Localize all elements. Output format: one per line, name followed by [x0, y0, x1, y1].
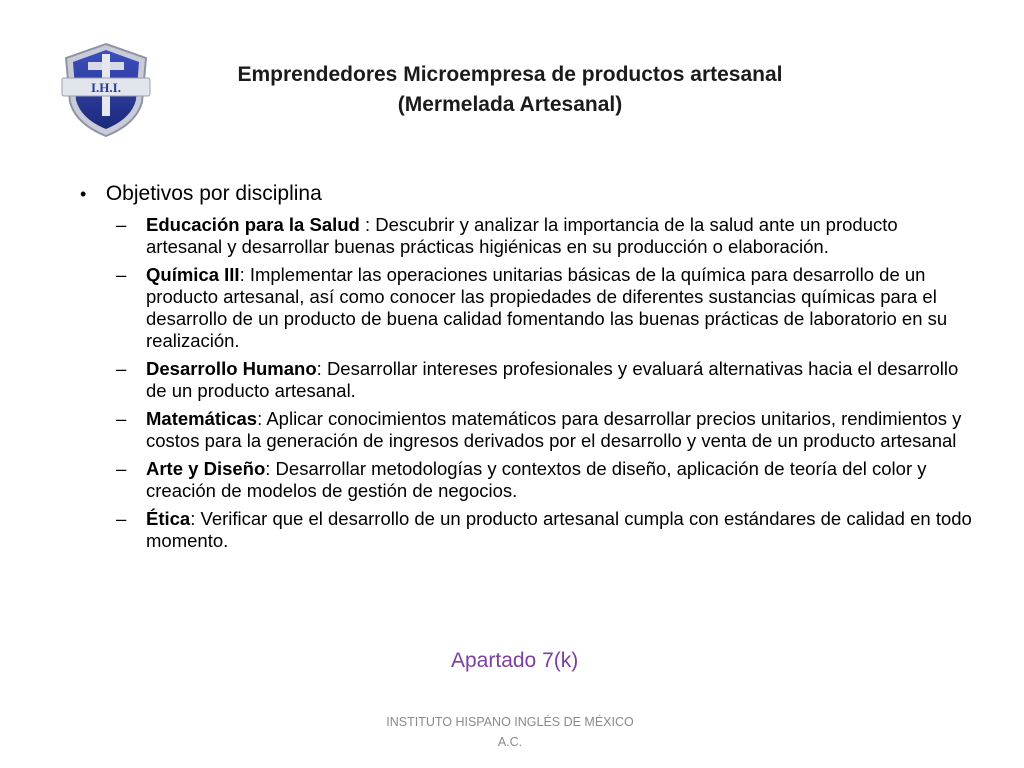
list-item — [116, 358, 976, 402]
item-text: Implementar las operaciones unitarias básicas de la química para desarrollo de un producto artesanal, así como conocer las propiedades de diferentes sustancias químicas para el desarrollo de un producto de buena calidad fomentando las buenas prácticas de laboratorio en su realización. — [146, 264, 948, 351]
item-separator: : — [257, 408, 267, 429]
section-reference: Apartado 7(k) — [451, 649, 579, 672]
dash-icon: – — [116, 508, 127, 529]
list-item — [116, 408, 976, 452]
item-label: Educación para la Salud — [146, 214, 360, 235]
item-label: Arte y Diseño — [146, 458, 266, 479]
footer-line-1: INSTITUTO HISPANO INGLÉS DE MÉXICO — [386, 715, 634, 729]
item-separator: : — [190, 508, 201, 529]
discipline-list — [116, 214, 976, 558]
dash-icon: – — [116, 408, 127, 429]
item-text: Desarrollar intereses profesionales y evaluará alternativas hacia el desarrollo de un producto artesanal. — [146, 358, 959, 401]
shield-logo-icon — [58, 40, 154, 140]
list-item — [116, 508, 976, 552]
bullet-dot-icon: • — [80, 184, 87, 204]
item-separator: : — [359, 214, 376, 235]
dash-icon: – — [116, 458, 127, 479]
title-line-1: Emprendedores Microempresa de productos artesanal — [237, 63, 783, 86]
main-bullet-label: Objetivos por disciplina — [105, 182, 322, 205]
item-text: Desarrollar metodologías y contextos de diseño, aplicación de teoría del color y creación de modelos de gestión de negocios. — [146, 458, 927, 501]
footer — [360, 712, 660, 752]
title-line-2: (Mermelada Artesanal) — [397, 93, 623, 116]
logo-text: I.H.I. — [91, 80, 121, 95]
item-label: Desarrollo Humano — [146, 358, 317, 379]
item-text: Verificar que el desarrollo de un producto artesanal cumpla con estándares de calidad en todo momento. — [146, 508, 972, 551]
item-text: Aplicar conocimientos matemáticos para desarrollar precios unitarios, rendimientos y costos para la generación de ingresos derivados por el desarrollo y venta de un producto artesanal — [146, 408, 962, 451]
item-separator: : — [265, 458, 276, 479]
dash-icon: – — [116, 214, 127, 235]
item-label: Ética — [146, 508, 191, 529]
item-label: Química III — [146, 264, 240, 285]
dash-icon: – — [116, 358, 127, 379]
list-item — [116, 458, 976, 502]
item-separator: : — [239, 264, 250, 285]
page-title — [180, 60, 840, 120]
main-bullet — [80, 180, 322, 208]
item-separator: : — [316, 358, 327, 379]
item-label: Matemáticas — [146, 408, 258, 429]
list-item — [116, 214, 976, 258]
list-item — [116, 264, 976, 352]
dash-icon: – — [116, 264, 127, 285]
item-text: Descubrir y analizar la importancia de la salud ante un producto artesanal y desarrollar buenas prácticas higiénicas en su producción o elaboración. — [146, 214, 898, 257]
footer-line-2: A.C. — [497, 735, 523, 749]
